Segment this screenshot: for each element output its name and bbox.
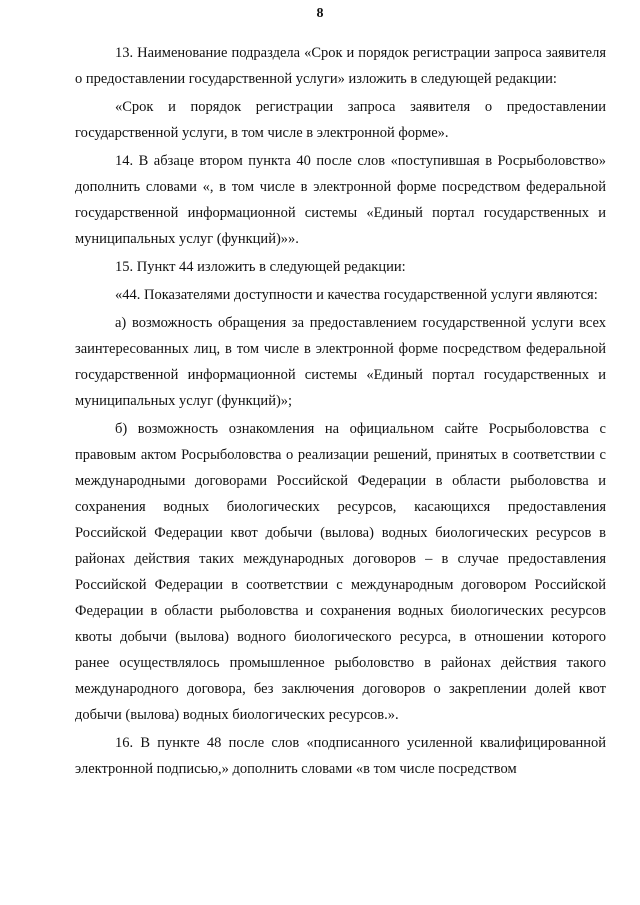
paragraph-44: «44. Показателями доступности и качества государственной услуги являются: bbox=[115, 287, 598, 303]
paragraph-14: 14. В абзаце втором пункта 40 после слов «поступившая в Росрыболовство» дополнить словами «, в том числе в электронной форме посредством федеральной государственной информационной системы «Единый портал государственных и муниципальных услуг (функций)»». bbox=[75, 153, 606, 247]
paragraph-16: 16. В пункте 48 после слов «подписанного усиленной квалифицированной электронной подписью,» дополнить словами «в том числе посредством bbox=[75, 735, 606, 777]
paragraph-44-a: а) возможность обращения за предоставлением государственной услуги всех заинтересованных лиц, в том числе в электронной форме посредством федеральной государственной информационной системы «Единый портал государственных и муниципальных услуг (функций)»; bbox=[75, 315, 606, 409]
document-body bbox=[75, 40, 606, 782]
page-number: 8 bbox=[316, 6, 324, 21]
paragraph-13-new-title: «Срок и порядок регистрации запроса заявителя о предоставлении государственной услуги, в том числе в электронной форме». bbox=[75, 99, 606, 141]
paragraph-13: 13. Наименование подраздела «Срок и порядок регистрации запроса заявителя о предоставлении государственной услуги» изложить в следующей редакции: bbox=[75, 45, 606, 87]
paragraph-15: 15. Пункт 44 изложить в следующей редакции: bbox=[115, 259, 406, 275]
paragraph-44-b: б) возможность ознакомления на официальном сайте Росрыболовства с правовым актом Росрыболовства о реализации решений, принятых в соответствии с международными договорами Российской Федерации в области рыболовства и сохранения водных биологических ресурсов, касающихся предоставления Российской Федерации квот добычи (вылова) водных биологических ресурсов в районах действия таких международных договоров – в случае предоставления Российской Федерации в соответствии с международным договором Российской Федерации в области рыболовства и сохранения водных биологических ресурсов квоты добычи (вылова) водного биологического ресурса, в отношении которого ранее осуществлялось промышленное рыболовство в районах действия такого международного договора, без заключения договоров о закреплении долей квот добычи (вылова) водных биологических ресурсов.». bbox=[75, 421, 606, 723]
